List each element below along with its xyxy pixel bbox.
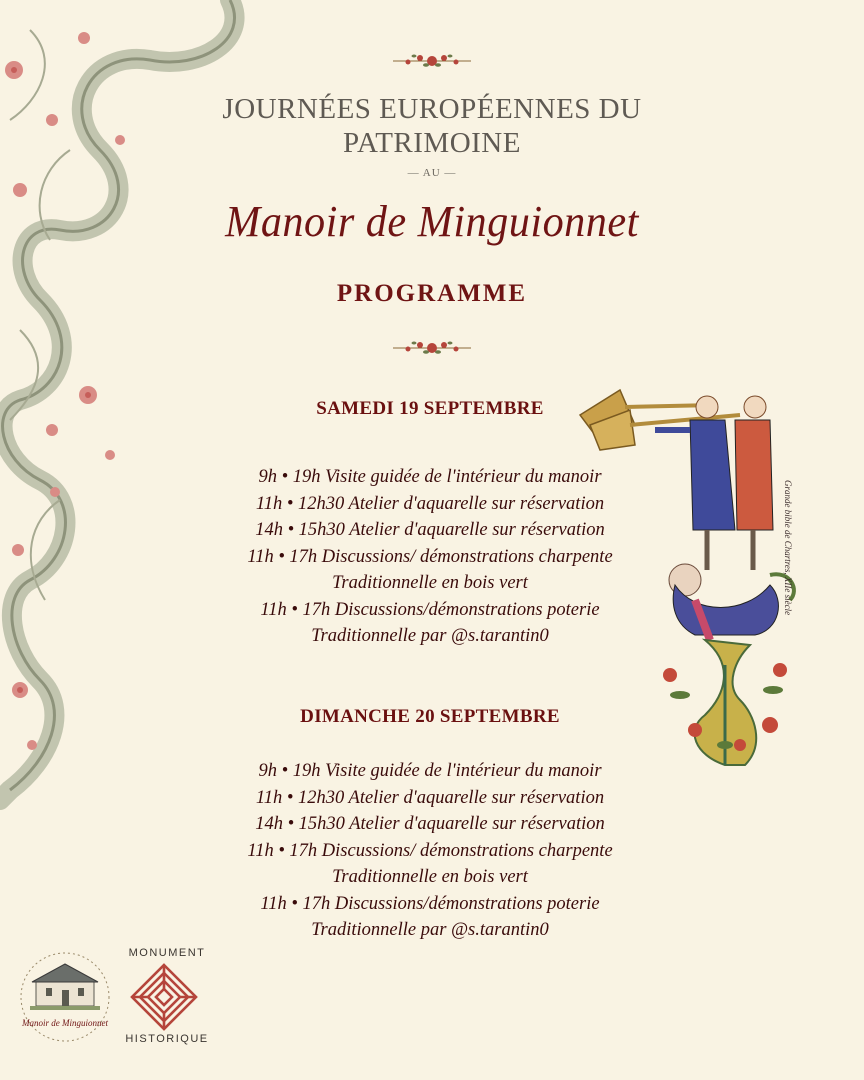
day-heading-sunday: DIMANCHE 20 SEPTEMBRE [300, 706, 560, 727]
schedule-line: Traditionnelle par @s.tarantin0 [311, 626, 549, 646]
monument-historique-labyrinth-icon [128, 962, 200, 1032]
manor-logo [18, 950, 113, 1045]
schedule-line: Traditionnelle par @s.tarantin0 [311, 920, 549, 940]
schedule-line: 9h • 19h Visite guidée de l'intérieur du manoir [258, 467, 602, 487]
schedule-line: 11h • 17h Discussions/démonstrations poterie [260, 893, 600, 914]
middle-ornament-icon [393, 337, 471, 359]
schedule-line: Traditionnelle en bois vert [332, 573, 528, 593]
monument-historique-top-label: MONUMENT [128, 947, 206, 959]
day-heading-saturday: SAMEDI 19 SEPTEMBRE [316, 398, 544, 419]
monument-historique-bottom-label: HISTORIQUE [125, 1033, 209, 1045]
schedule-line: 11h • 17h Discussions/démonstrations poterie [260, 599, 600, 620]
schedule-line: 11h • 12h30 Atelier d'aquarelle sur réservation [255, 787, 605, 808]
schedule-line: Traditionnelle en bois vert [332, 867, 528, 887]
top-ornament-icon [393, 50, 471, 72]
schedule-sunday [0, 758, 860, 944]
schedule-line: 14h • 15h30 Atelier d'aquarelle sur réservation [255, 520, 605, 540]
schedule-line: 11h • 12h30 Atelier d'aquarelle sur réservation [255, 493, 605, 514]
schedule-line: 11h • 17h Discussions/ démonstrations charpente [247, 546, 613, 567]
schedule-line: 9h • 19h Visite guidée de l'intérieur du manoir [258, 761, 602, 781]
medieval-trumpeters-illustration [575, 385, 805, 775]
venue-name: Manoir de Minguionnet [225, 197, 639, 246]
schedule-line: 11h • 17h Discussions/ démonstrations charpente [247, 840, 613, 861]
schedule-line: 14h • 15h30 Atelier d'aquarelle sur réservation [255, 814, 605, 834]
event-title-line1: JOURNÉES EUROPÉENNES DU [222, 93, 642, 125]
event-title [0, 92, 864, 160]
manor-logo-text: Manoir de Minguionnet [22, 1018, 108, 1028]
programme-heading: PROGRAMME [336, 280, 528, 307]
event-title-line2: PATRIMOINE [343, 127, 521, 159]
illustration-caption: Grande bible de Chartres, XIIe siècle [783, 480, 793, 616]
au-separator: — AU — [407, 167, 457, 179]
